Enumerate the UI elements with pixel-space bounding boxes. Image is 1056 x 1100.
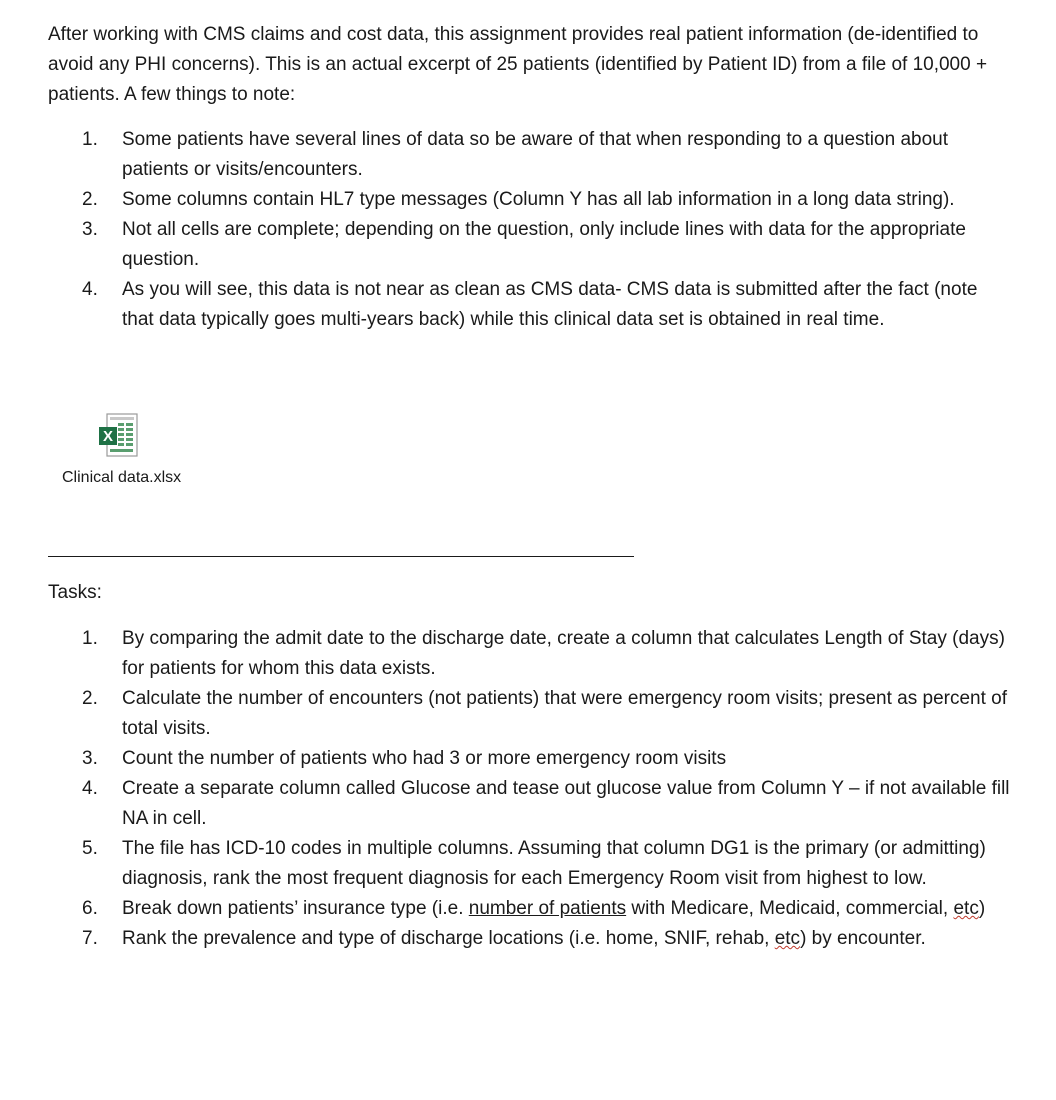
list-item [80, 774, 1010, 834]
list-text: Some columns contain HL7 type messages (Column Y has all lab information in a long data string). [122, 189, 955, 210]
list-number: 4. [82, 778, 98, 799]
list-item [80, 924, 1010, 954]
list-item [80, 894, 1010, 924]
list-item [80, 125, 1010, 185]
list-text: By comparing the admit date to the discharge date, create a column that calculates Length of Stay (days) for patients for whom this data exists. [122, 628, 1005, 679]
list-item [80, 834, 1010, 894]
list-item [80, 744, 1010, 774]
list-text: As you will see, this data is not near as clean as CMS data- CMS data is submitted after the fact (note that data typically goes multi-years back) while this clinical data set is obtained in real time. [122, 279, 978, 330]
list-number: 5. [82, 838, 98, 859]
list-text: The file has ICD-10 codes in multiple columns. Assuming that column DG1 is the primary (or admitting) diagnosis, rank the most frequent diagnosis for each Emergency Room visit from highest to low. [122, 838, 986, 889]
list-text-part: ) [978, 898, 986, 919]
intro-paragraph: After working with CMS claims and cost data, this assignment provides real patient information (de-identified to avoid any PHI concerns). This is an actual excerpt of 25 patients (identified by Patient ID) from a file of 10,000 + patients. A few things to note: [48, 24, 988, 105]
excel-file-icon[interactable] [98, 413, 138, 459]
tasks-list [80, 624, 1010, 954]
list-number: 7. [82, 928, 98, 949]
list-item [80, 275, 1010, 335]
list-number: 2. [82, 688, 98, 709]
list-text: Some patients have several lines of data so be aware of that when responding to a question about patients or visits/encounters. [122, 129, 948, 180]
svg-text:X: X [102, 428, 114, 445]
list-text: Calculate the number of encounters (not patients) that were emergency room visits; present as percent of total visits. [122, 688, 1008, 739]
list-text-part: Rank the prevalence and type of discharge locations (i.e. home, SNIF, rehab, [122, 928, 775, 949]
underlined-phrase: number of patients [468, 898, 627, 919]
spellcheck-word: etc [774, 928, 801, 949]
list-item [80, 185, 1010, 215]
list-text-part: with Medicare, Medicaid, commercial, [626, 898, 954, 919]
spellcheck-word: etc [953, 898, 979, 919]
list-item [80, 624, 1010, 684]
list-text-part: ) by encounter. [800, 928, 926, 949]
list-number: 1. [82, 129, 98, 150]
notes-list [80, 125, 1010, 335]
list-number: 2. [82, 189, 98, 210]
list-number: 4. [82, 279, 98, 300]
list-item [80, 215, 1010, 275]
list-number: 6. [82, 898, 98, 919]
list-number: 3. [82, 748, 98, 769]
list-number: 1. [82, 628, 98, 649]
horizontal-rule [48, 556, 634, 557]
list-text-part: Break down patients’ insurance type (i.e. [122, 898, 469, 919]
attachment-filename[interactable]: Clinical data.xlsx [62, 469, 182, 486]
tasks-heading: Tasks: [48, 582, 102, 603]
list-number: 3. [82, 219, 98, 240]
list-text: Create a separate column called Glucose and tease out glucose value from Column Y – if not available fill NA in cell. [122, 778, 1010, 829]
list-text: Not all cells are complete; depending on the question, only include lines with data for the appropriate question. [122, 219, 966, 270]
list-item [80, 684, 1010, 744]
list-text: Count the number of patients who had 3 or more emergency room visits [122, 748, 727, 769]
